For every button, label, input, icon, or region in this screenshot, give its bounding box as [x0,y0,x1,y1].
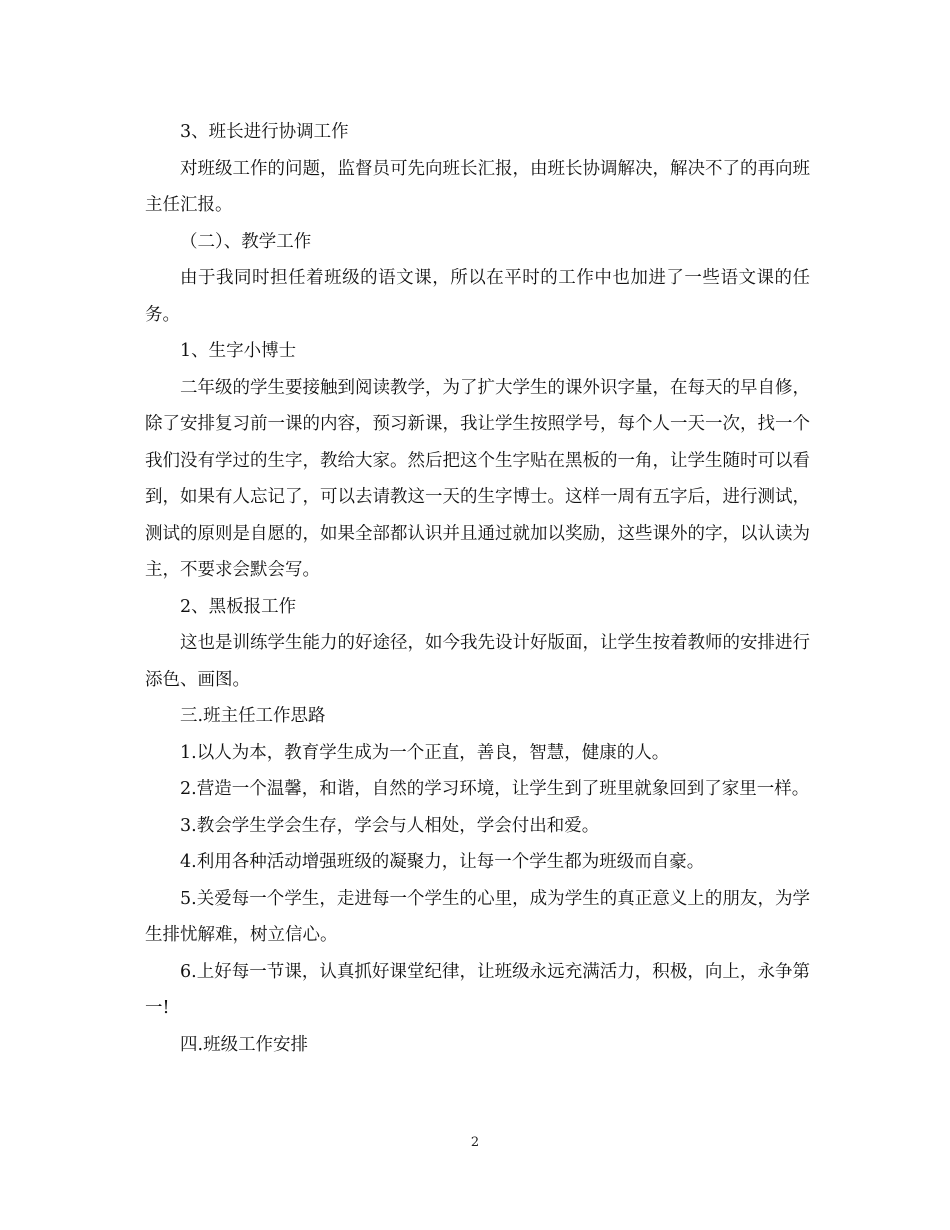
heading-blackboard-work: 2、黑板报工作 [180,596,297,617]
list-item-idea-5: 5.关爱每一个学生，走进每一个学生的心里，成为学生的真正意义上的朋友，为学生排忧解难，树立信心。 [145,888,810,945]
heading-monitor-coordination: 3、班长进行协调工作 [180,122,349,142]
paragraph-character-doctor: 二年级的学生要接触到阅读教学，为了扩大学生的课外识字量，在每天的早自修，除了安排复习前一课的内容，预习新课，我让学生按照学号，每个人一天一次，找一个我们没有学过的生字，教给大家。然后把这个生字贴在黑板的一角，让学生随时可以看到，如果有人忘记了，可以去请教这一天的生字博士。这样一周有五字后，进行测试，测试的原则是自愿的，如果全部都认识并且通过就加以奖励，这些课外的字，以认读为主，不要求会默会写。 [145,377,810,580]
list-item-idea-6: 6.上好每一节课，认真抓好课堂纪律，让班级永远充满活力，积极，向上，永争第一! [145,961,810,1018]
heading-class-arrangement: 四.班级工作安排 [180,1034,309,1055]
page-number: 2 [470,1135,480,1150]
document-body [145,114,810,1063]
list-item-idea-4: 4.利用各种活动增强班级的凝聚力，让每一个学生都为班级而自豪。 [180,852,705,872]
paragraph-monitor-report: 对班级工作的问题，监督员可先向班长汇报，由班长协调解决，解决不了的再向班主任汇报。 [145,158,810,215]
list-item-idea-3: 3.教会学生学会生存，学会与人相处，学会付出和爱。 [180,815,600,836]
list-item-idea-1: 1.以人为本，教育学生成为一个正直，善良，智慧，健康的人。 [180,742,670,763]
heading-teaching-work: （二）、教学工作 [180,231,312,252]
list-item-idea-2: 2.营造一个温馨，和谐，自然的学习环境，让学生到了班里就象回到了家里一样。 [180,779,810,799]
paragraph-chinese-class: 由于我同时担任着班级的语文课，所以在平时的工作中也加进了一些语文课的任务。 [145,268,810,325]
paragraph-blackboard-work: 这也是训练学生能力的好途径，如今我先设计好版面，让学生按着教师的安排进行添色、画图。 [145,633,810,690]
heading-character-doctor: 1、生字小博士 [180,341,297,361]
heading-teacher-ideas: 三.班主任工作思路 [180,706,326,726]
